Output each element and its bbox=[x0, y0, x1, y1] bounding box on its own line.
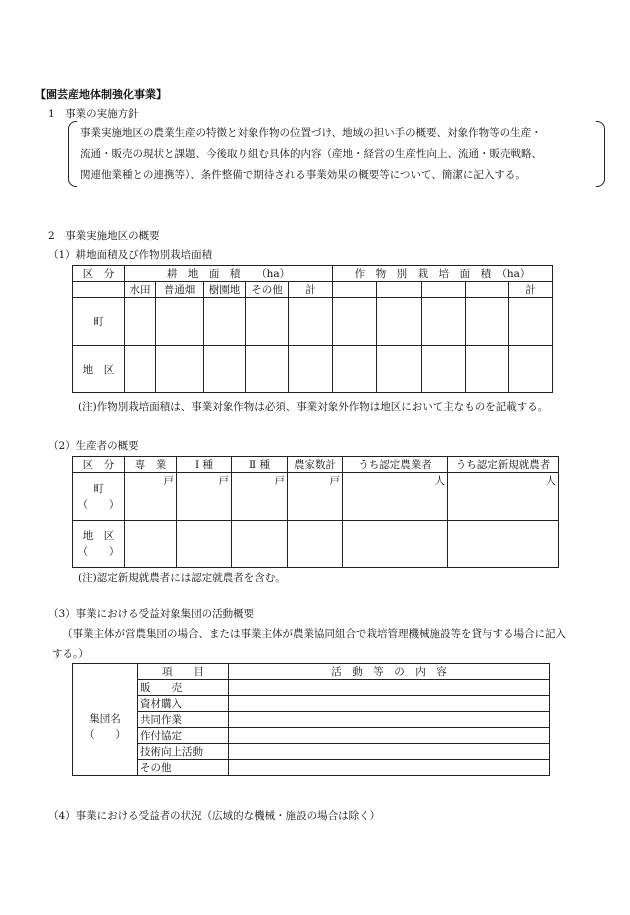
t1-header-crop: 作 物 別 栽 培 面 積 （ha） bbox=[333, 266, 553, 282]
t1-header-kubun: 区 分 bbox=[73, 266, 125, 282]
t1-header-kubun-cont bbox=[73, 282, 125, 298]
farmland-area-table bbox=[72, 265, 553, 393]
group-activity-table bbox=[72, 663, 550, 776]
section2-heading: 2 事業実施地区の概要 bbox=[48, 230, 160, 242]
t2-town-certified-unit: 人 bbox=[343, 473, 448, 521]
t1-col-other: その他 bbox=[246, 282, 289, 298]
t3-item-technique: 技術向上活動 bbox=[138, 744, 229, 760]
t2-town-type1-unit: 戸 bbox=[177, 473, 232, 521]
t2-col-certified: うち認定農業者 bbox=[343, 457, 448, 473]
t3-item-planting: 作付協定 bbox=[138, 728, 229, 744]
policy-bracket bbox=[68, 121, 605, 187]
t1-col-field: 普通畑 bbox=[156, 282, 204, 298]
t3-item-joint-work: 共同作業 bbox=[138, 712, 229, 728]
t3-group bbox=[73, 680, 138, 776]
t3-group-label: 集団名 bbox=[89, 713, 121, 726]
t3-group-paren: （ ） bbox=[84, 729, 126, 742]
sub3-desc-1: （事業主体が営農集団の場合、または事業主体が農業協同組合で栽培管理機械施設等を貸与する場合に記入 bbox=[62, 628, 566, 640]
t1-col-paddy: 水田 bbox=[125, 282, 156, 298]
t2-row-district bbox=[73, 521, 125, 568]
t2-col-fulltime: 専 業 bbox=[125, 457, 177, 473]
t2-town-total-unit: 戸 bbox=[288, 473, 343, 521]
sub3-desc-2: する。） bbox=[52, 648, 89, 660]
t3-header-content: 活 動 等 の 内 容 bbox=[229, 664, 550, 680]
section1-heading: 1 事業の実施方針 bbox=[48, 108, 139, 120]
sub1-heading: （1）耕地面積及び作物別栽培面積 bbox=[48, 249, 213, 261]
policy-line-1: 事業実施地区の農業生産の特徴と対象作物の位置づけ、地域の担い手の概要、対象作物等の生産・ bbox=[80, 127, 542, 139]
t1-row-district: 地 区 bbox=[73, 346, 125, 393]
t2-note: (注)認定新規就農者には認定就農者を含む。 bbox=[78, 572, 286, 584]
document-title: 【園芸産地体制強化事業】 bbox=[35, 88, 167, 101]
t2-col-new-farmer: うち認定新規就農者 bbox=[448, 457, 559, 473]
t2-col-kubun: 区 分 bbox=[73, 457, 125, 473]
t2-town-type2-unit: 戸 bbox=[232, 473, 288, 521]
sub3-heading: （3）事業における受益対象集団の活動概要 bbox=[48, 608, 255, 620]
t3-corner bbox=[73, 664, 138, 680]
t1-col-crop-3 bbox=[422, 282, 466, 298]
t2-row-town-paren: （ ） bbox=[77, 498, 120, 511]
t1-col-crop-1 bbox=[333, 282, 377, 298]
sub2-heading: （2）生産者の概要 bbox=[48, 440, 139, 452]
t1-col-crop-2 bbox=[377, 282, 422, 298]
t3-item-materials: 資材購入 bbox=[138, 696, 229, 712]
t2-town-newfarmer-unit: 人 bbox=[448, 473, 559, 521]
sub4-heading: （4）事業における受益者の状況（広域的な機械・施設の場合は除く） bbox=[48, 810, 381, 822]
t2-row-town-label: 町 bbox=[93, 482, 104, 495]
policy-line-2: 流通・販売の現状と課題、今後取り組む具体的内容（産地・経営の生産性向上、流通・販売戦略、 bbox=[80, 148, 542, 160]
t1-col-orchard: 樹園地 bbox=[204, 282, 246, 298]
t1-col-crop-total: 計 bbox=[509, 282, 553, 298]
t2-row-town bbox=[73, 473, 125, 521]
t1-note: (注)作物別栽培面積は、事業対象作物は必須、事業対象外作物は地区において主なものを記載する。 bbox=[78, 401, 549, 413]
bracket-left bbox=[68, 121, 77, 187]
t1-row-town: 町 bbox=[73, 298, 125, 346]
t2-row-district-label: 地 区 bbox=[82, 530, 115, 542]
policy-line-3: 関連他業種との連携等）、条件整備で期待される事業効果の概要等について、簡潔に記入する。 bbox=[80, 169, 526, 181]
t2-col-total: 農家数計 bbox=[288, 457, 343, 473]
t2-col-type1: Ⅰ 種 bbox=[177, 457, 232, 473]
t1-col-crop-4 bbox=[466, 282, 509, 298]
t3-item-sales: 販 売 bbox=[138, 680, 229, 696]
producers-table bbox=[72, 456, 559, 568]
t1-col-total: 計 bbox=[289, 282, 333, 298]
t2-col-type2: Ⅱ 種 bbox=[232, 457, 288, 473]
t3-header-item: 項 目 bbox=[138, 664, 229, 680]
t1-header-farmland: 耕 地 面 積 （ha） bbox=[125, 266, 333, 282]
bracket-right bbox=[596, 121, 605, 187]
t2-row-district-paren: （ ） bbox=[77, 546, 120, 558]
t2-town-fulltime-unit: 戸 bbox=[125, 473, 177, 521]
t3-item-other: その他 bbox=[138, 760, 229, 776]
